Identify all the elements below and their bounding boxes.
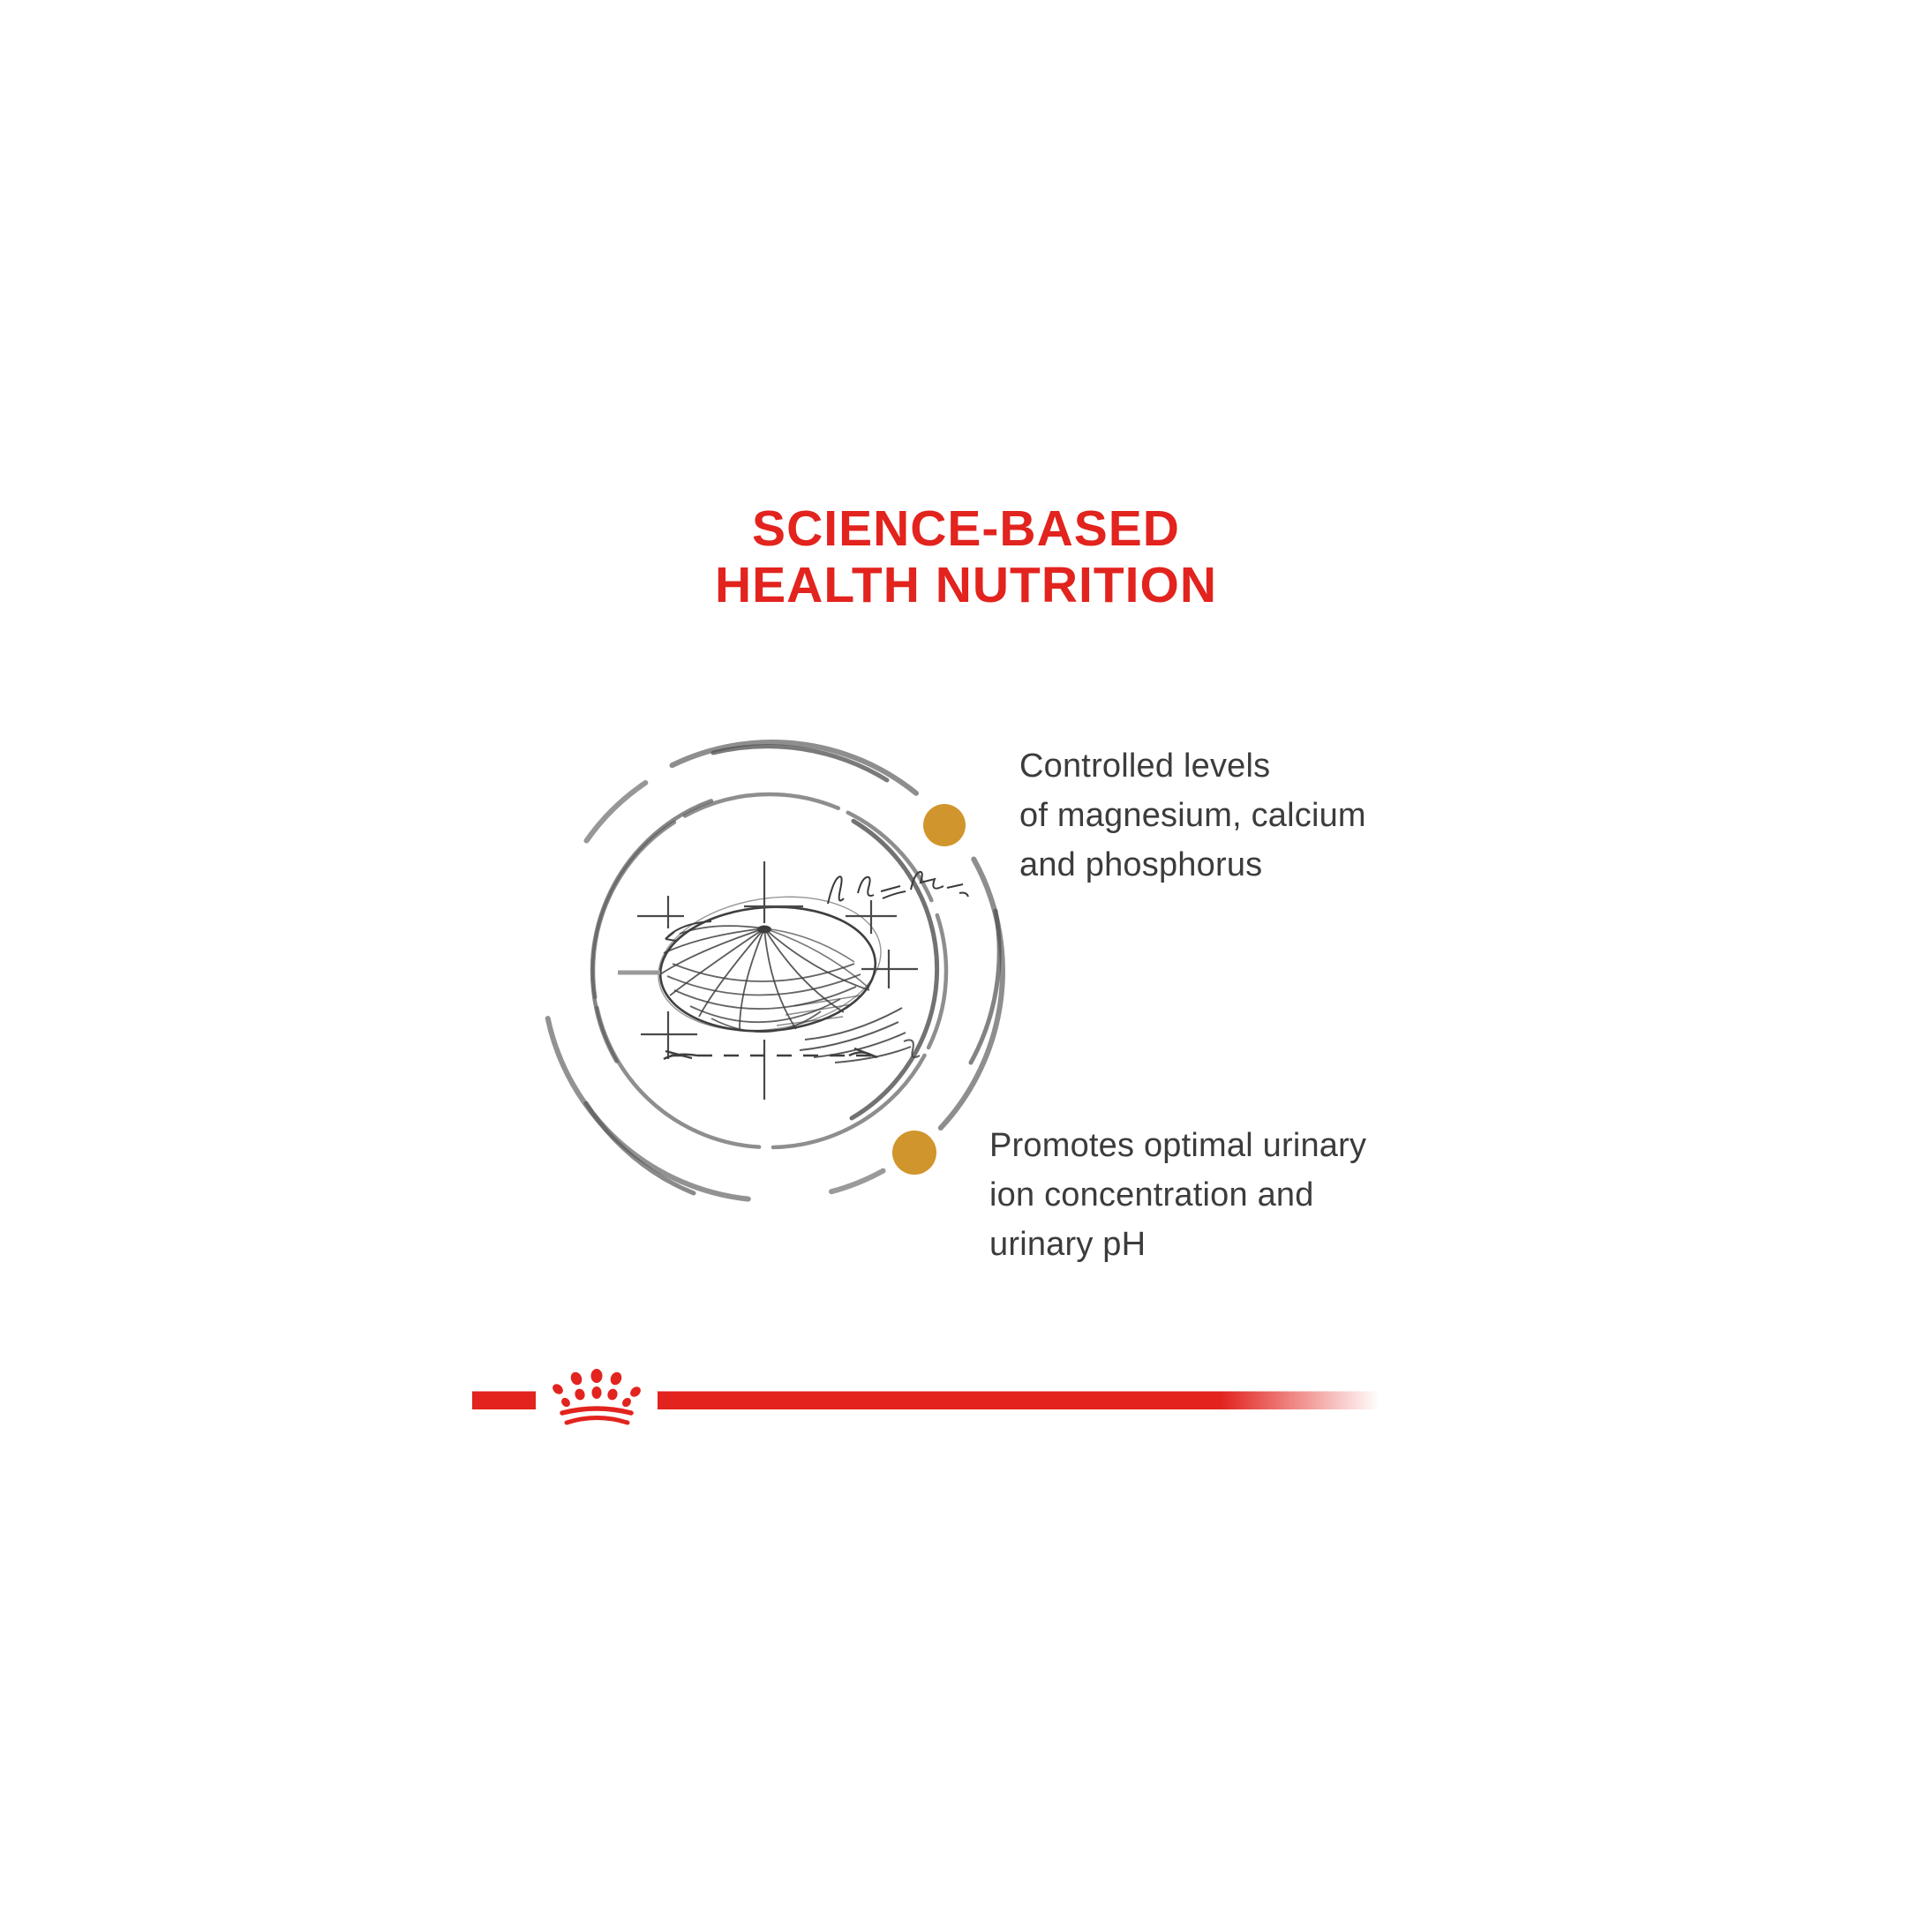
callout-1: [1019, 741, 1366, 890]
title-line-1: SCIENCE-BASED: [752, 500, 1180, 557]
callout-2: [989, 1121, 1366, 1269]
divider-bar-right: [658, 1392, 1379, 1410]
crosshair-marks: [618, 861, 918, 1100]
royal-canin-crown-icon: [551, 1369, 643, 1423]
signature-scribble: [828, 872, 968, 904]
callout-1-dot: [923, 804, 966, 846]
callout-1-line: and phosphorus: [1019, 846, 1263, 883]
title-line-2: HEALTH NUTRITION: [714, 557, 1218, 613]
callout-2-dot: [892, 1131, 936, 1175]
kibble-sketch-icon: [649, 882, 920, 1063]
callout-1-line: of magnesium, calcium: [1019, 797, 1366, 834]
brand-divider-svg: [472, 1359, 1381, 1439]
crown-band-lower: [567, 1418, 628, 1424]
page-title: [0, 500, 1932, 613]
callout-1-line: Controlled levels: [1019, 748, 1271, 785]
callout-2-line: ion concentration and: [989, 1176, 1314, 1213]
divider-bar-left: [472, 1392, 536, 1410]
dimension-line: [664, 1048, 877, 1059]
crown-band-upper: [562, 1409, 631, 1413]
callout-2-line: Promotes optimal urinary: [989, 1127, 1367, 1164]
callout-2-line: urinary pH: [989, 1226, 1146, 1263]
brand-divider: [472, 1359, 1381, 1439]
